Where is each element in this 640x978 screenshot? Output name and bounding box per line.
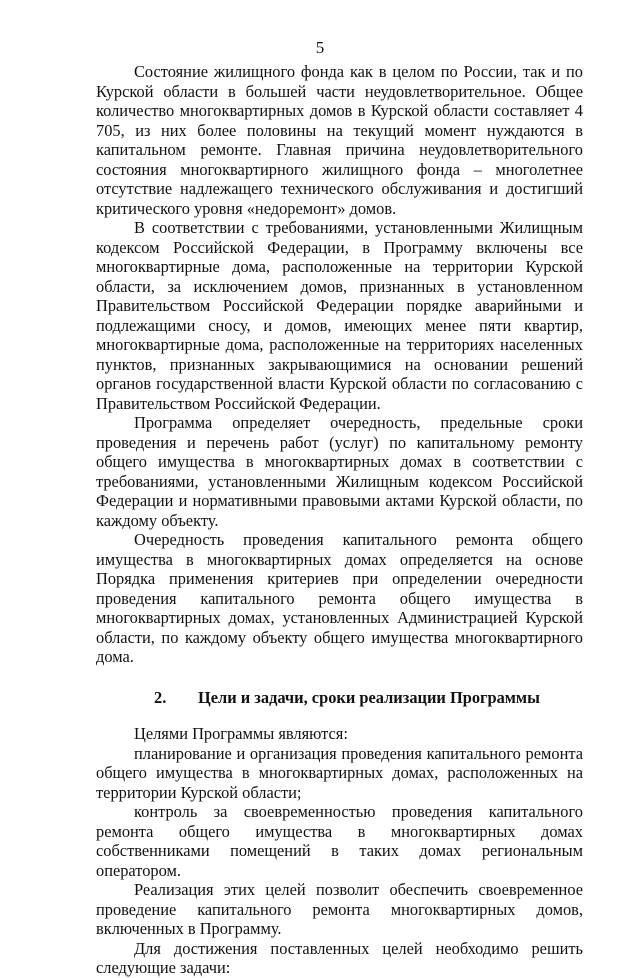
paragraph: Реализация этих целей позволит обеспечить своевременное проведение капитального ремонта многоквартирных домов, включенных в Программу. — [96, 880, 583, 938]
paragraph: Очередность проведения капитального ремонта общего имущества в многоквартирных домах определяется на основе Порядка применения критериев при определении очередности проведения капитального ремонта общего имущества в многоквартирных домах, установленных Администрацией Курской области, по каждому объекту общего имущества многоквартирного дома. — [96, 530, 583, 666]
paragraph: Программа определяет очередность, предельные сроки проведения и перечень работ (услуг) по капитальному ремонту общего имущества в многоквартирных домах в соответствии с требованиями, установленными Жилищным кодексом Российской Федерации и нормативными правовыми актами Курской области, по каждому объекту. — [96, 413, 583, 530]
paragraph: контроль за своевременностью проведения капитального ремонта общего имущества в многоквартирных домах собственниками помещений в таких домах региональным оператором. — [96, 802, 583, 880]
section-heading — [96, 688, 583, 708]
document-body — [96, 62, 583, 978]
section-number: 2. — [154, 687, 167, 707]
paragraph: планирование и организация проведения капитального ремонта общего имущества в многоквартирных домах, расположенных на территории Курской области; — [96, 743, 583, 802]
paragraph: Целями Программы являются: — [134, 724, 348, 743]
section-title: Цели и задачи, сроки реализации Программы — [198, 687, 540, 707]
paragraph: Состояние жилищного фонда как в целом по России, так и по Курской области в большей части неудовлетворительное. Общее количество многоквартирных домов в Курской области составляет 4 705, из них более половины на текущий момент нуждаются в капитальном ремонте. Главная причина неудовлетворительного состояния многоквартирного жилищного фонда – многолетнее отсутствие надлежащего технического обслуживания и достигший критического уровня «недоремонт» домов. — [96, 62, 583, 218]
paragraph: В соответствии с требованиями, установленными Жилищным кодексом Российской Федерации, в Программу включены все многоквартирные дома, расположенные на территории Курской области, за исключением домов, признанных в установленном Правительством Российской Федерации порядке аварийными и подлежащими сносу, и домов, имеющих менее пяти квартир, многоквартирные дома, расположенные на территориях населенных пунктов, признанных закрывающимися на основании решений органов государственной власти Курской области по согласованию с Правительством Российской Федерации. — [96, 218, 583, 413]
paragraph: Для достижения поставленных целей необходимо решить следующие задачи: — [96, 938, 583, 977]
page-number: 5 — [315, 38, 325, 57]
